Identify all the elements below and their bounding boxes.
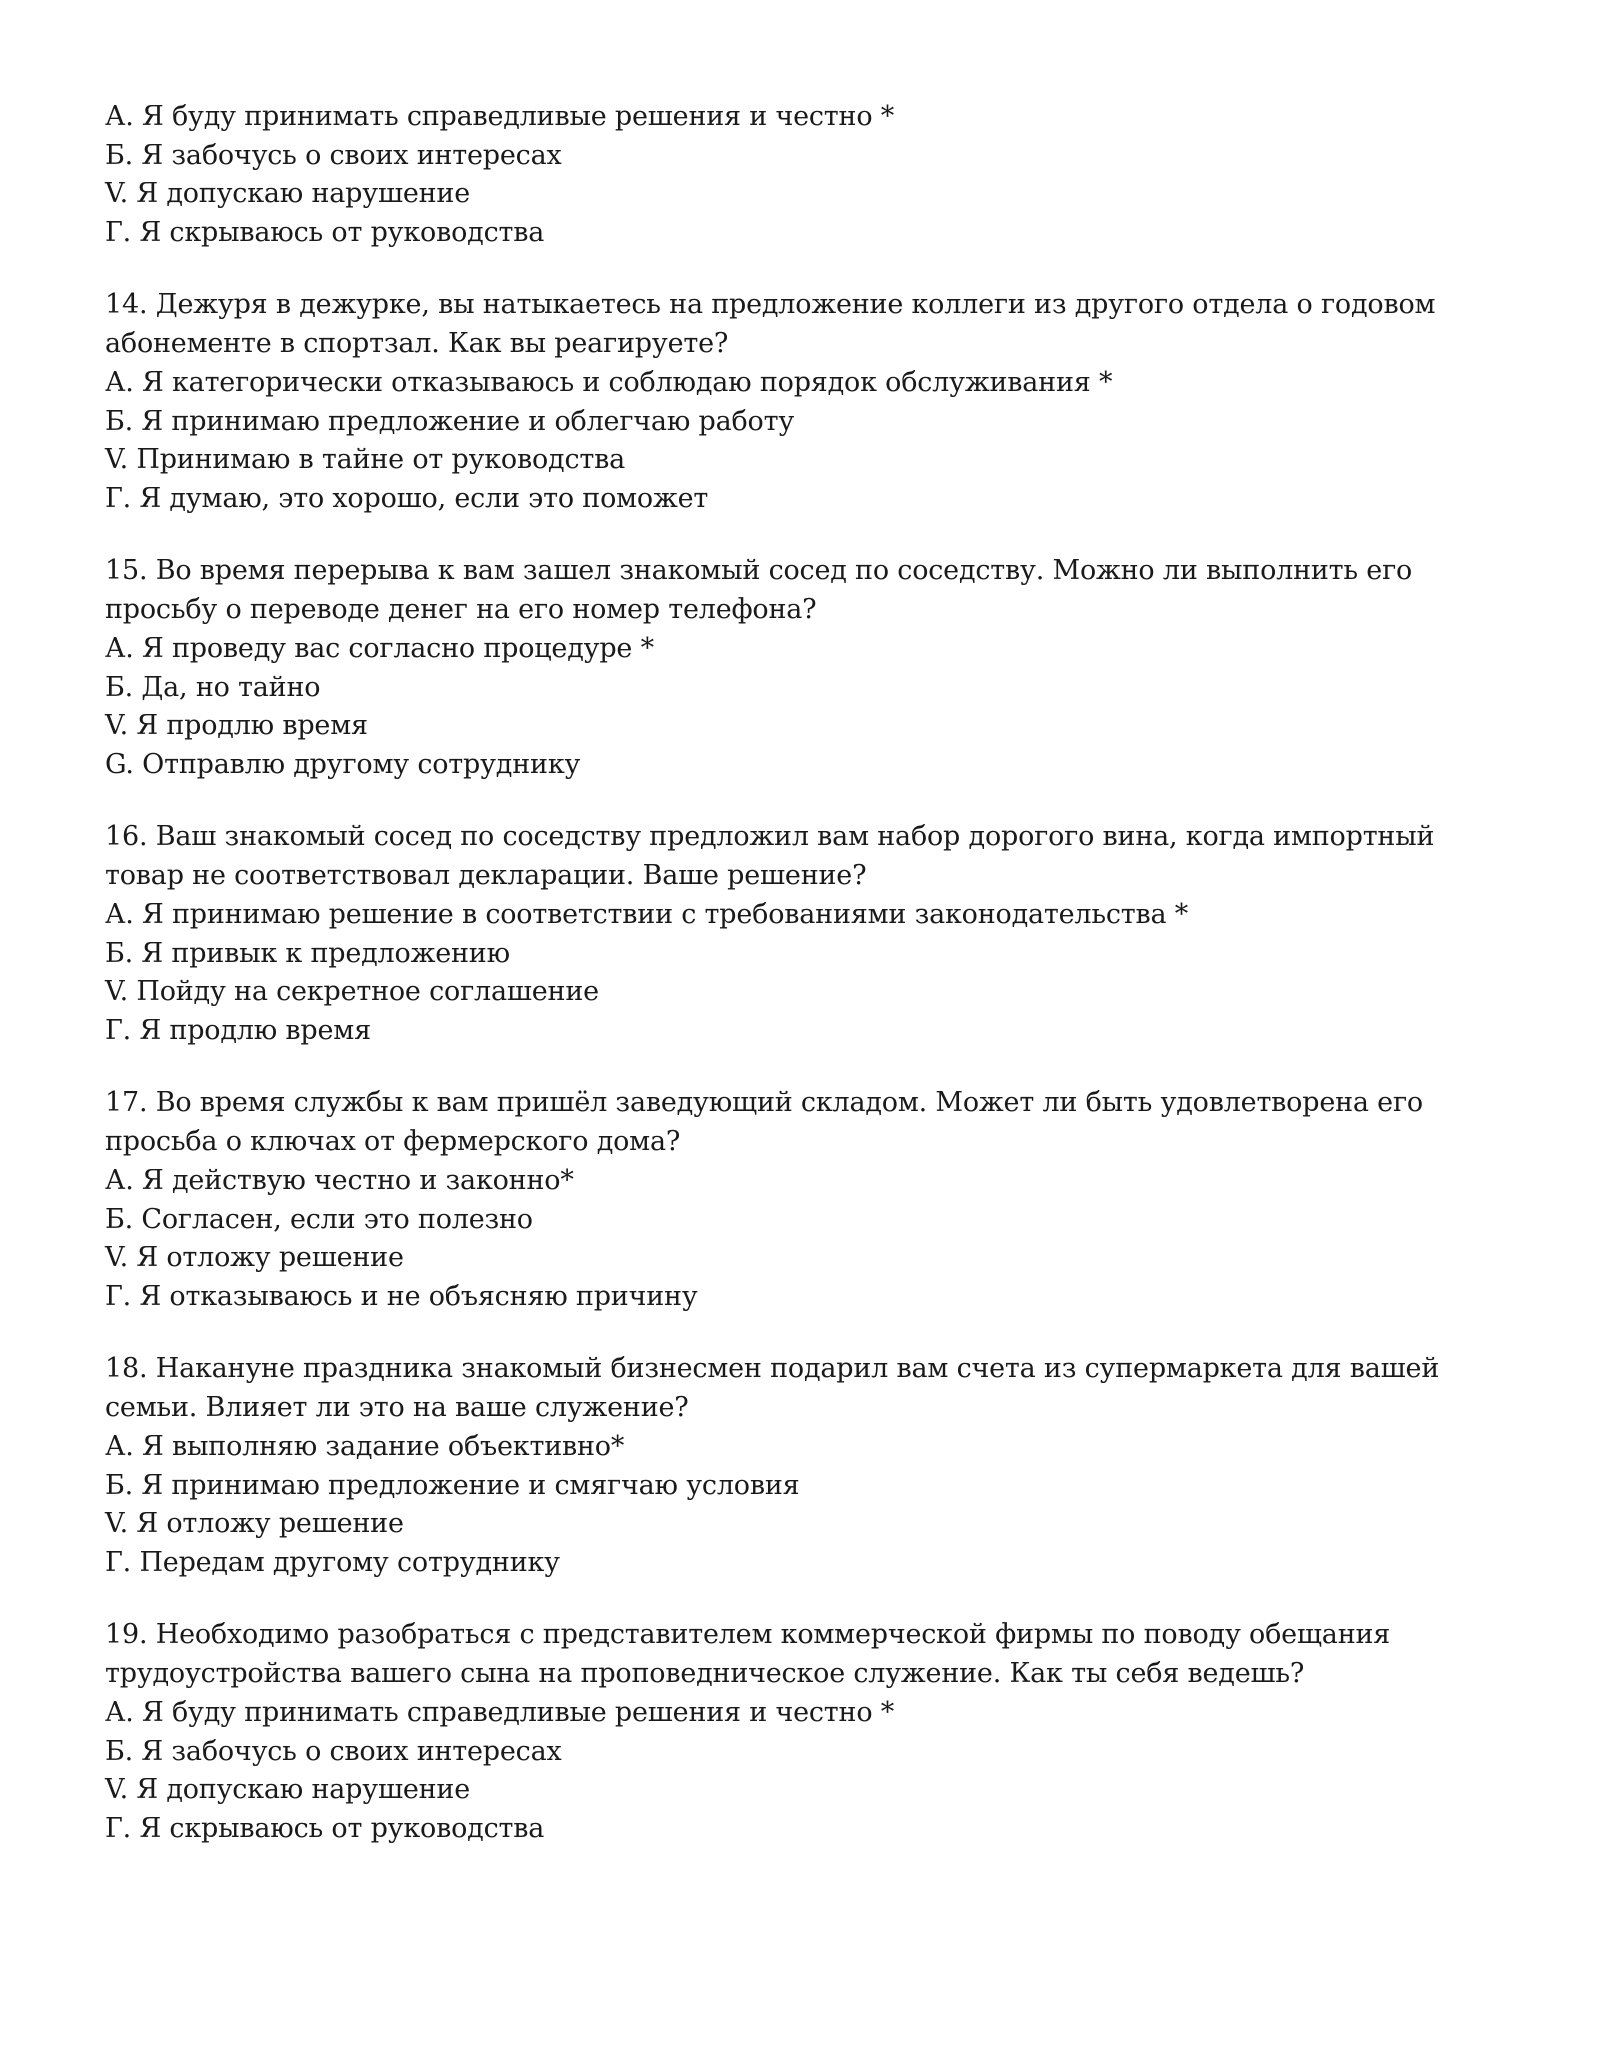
answer-option-g: Г. Я думаю, это хорошо, если это поможет xyxy=(105,482,709,514)
answer-option-g: Г. Передам другому сотруднику xyxy=(105,1546,560,1578)
answer-option-b: Б. Я забочусь о своих интересах xyxy=(105,1735,562,1767)
answer-option-g: Г. Я скрываюсь от руководства xyxy=(105,216,545,248)
answer-option-a: А. Я буду принимать справедливые решения и честно * xyxy=(105,1697,895,1728)
answer-option-b: Б. Я принимаю предложение и облегчаю работу xyxy=(105,405,795,437)
answer-option-v: V. Я продлю время xyxy=(105,710,368,741)
answer-option-g: Г. Я скрываюсь от руководства xyxy=(105,1812,545,1844)
answer-option-g: Г. Я продлю время xyxy=(105,1014,371,1046)
answer-option-v: V. Я отложу решение xyxy=(105,1242,404,1273)
answer-option-v: V. Я допускаю нарушение xyxy=(105,1774,470,1805)
question-text: 14. Дежуря в дежурке, вы натыкаетесь на предложение коллеги из другого отдела о годовом абонементе в спортзал. Как вы реагируете? xyxy=(105,289,1436,359)
question-text: 15. Во время перерыва к вам зашел знакомый сосед по соседству. Можно ли выполнить его просьбу о переводе денег на его номер телефона? xyxy=(105,555,1413,625)
answer-option-a: А. Я выполняю задание объективно* xyxy=(105,1431,625,1462)
question-block-13 xyxy=(105,98,1505,252)
question-text: 18. Накануне праздника знакомый бизнесмен подарил вам счета из супермаркета для вашей семьи. Влияет ли это на ваше служение? xyxy=(105,1353,1440,1423)
answer-option-a: А. Я буду принимать справедливые решения и честно * xyxy=(105,101,895,132)
document-page xyxy=(105,98,1505,1881)
answer-option-v: V. Я отложу решение xyxy=(105,1508,404,1539)
answer-option-a: А. Я проведу вас согласно процедуре * xyxy=(105,633,654,664)
answer-option-v: V. Я допускаю нарушение xyxy=(105,178,470,209)
answer-option-b: Б. Я принимаю предложение и смягчаю условия xyxy=(105,1469,800,1501)
question-block-16 xyxy=(105,817,1505,1050)
question-block-14 xyxy=(105,285,1505,518)
answer-option-b: Б. Я привык к предложению xyxy=(105,937,510,969)
question-block-17 xyxy=(105,1083,1505,1316)
answer-option-g: Г. Я отказываюсь и не объясняю причину xyxy=(105,1280,698,1312)
answer-option-v: V. Пойду на секретное соглашение xyxy=(105,976,599,1007)
answer-option-a: А. Я действую честно и законно* xyxy=(105,1165,574,1196)
question-text: 16. Ваш знакомый сосед по соседству предложил вам набор дорогого вина, когда импортный товар не соответствовал декларации. Ваше решение? xyxy=(105,821,1435,891)
question-text: 17. Во время службы к вам пришёл заведующий складом. Может ли быть удовлетворена его просьба о ключах от фермерского дома? xyxy=(105,1087,1423,1157)
question-block-18 xyxy=(105,1349,1505,1582)
answer-option-b: Б. Согласен, если это полезно xyxy=(105,1203,533,1235)
answer-option-v: V. Принимаю в тайне от руководства xyxy=(105,444,626,475)
answer-option-b: Б. Я забочусь о своих интересах xyxy=(105,139,562,171)
question-block-15 xyxy=(105,551,1505,784)
answer-option-g: G. Отправлю другому сотруднику xyxy=(105,748,581,780)
answer-option-a: А. Я принимаю решение в соответствии с требованиями законодательства * xyxy=(105,899,1189,930)
question-block-19 xyxy=(105,1615,1505,1848)
question-text: 19. Необходимо разобраться с представителем коммерческой фирмы по поводу обещания трудоустройства вашего сына на проповедническое служение. Как ты себя ведешь? xyxy=(105,1619,1391,1689)
answer-option-a: А. Я категорически отказываюсь и соблюдаю порядок обслуживания * xyxy=(105,367,1113,398)
answer-option-b: Б. Да, но тайно xyxy=(105,671,321,703)
